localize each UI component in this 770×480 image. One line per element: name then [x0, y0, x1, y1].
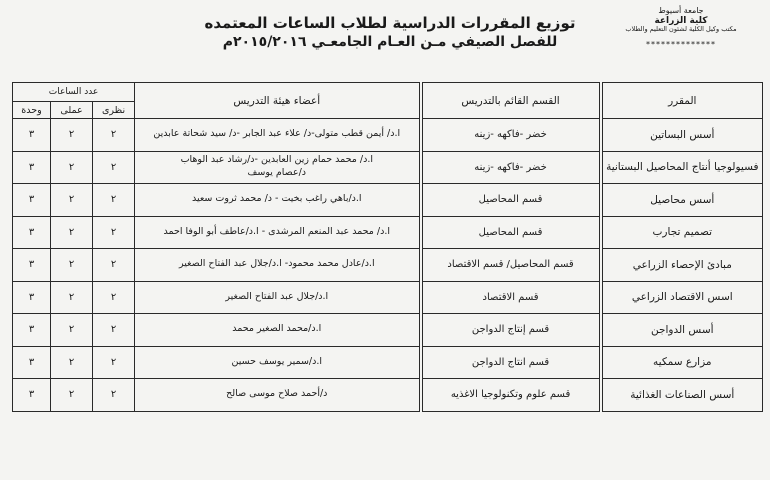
header-practical: عملى — [51, 102, 93, 119]
header-course: المقرر — [601, 83, 763, 119]
cell-theory: ٢ — [93, 281, 135, 314]
cell-practical: ٢ — [51, 379, 93, 412]
cell-course: تصميم تجارب — [601, 216, 763, 249]
cell-department: قسم الاقتصاد — [421, 281, 601, 314]
course-table-wrapper — [12, 82, 762, 412]
cell-practical: ٢ — [51, 346, 93, 379]
cell-course: اسس الاقتصاد الزراعي — [601, 281, 763, 314]
table-row — [13, 151, 763, 184]
cell-department: خضر -فاكهه -زينه — [421, 119, 601, 152]
cell-units: ٣ — [13, 184, 51, 217]
table-row — [13, 216, 763, 249]
document-title — [180, 14, 600, 51]
cell-faculty: ا.د/عادل محمد محمود- ا.د/جلال عبد الفتاح الصغير — [135, 249, 421, 282]
course-table — [12, 82, 763, 412]
cell-units: ٣ — [13, 346, 51, 379]
cell-theory: ٢ — [93, 379, 135, 412]
cell-department: قسم المحاصيل — [421, 216, 601, 249]
cell-practical: ٢ — [51, 281, 93, 314]
cell-theory: ٢ — [93, 346, 135, 379]
cell-practical: ٢ — [51, 119, 93, 152]
cell-department: قسم المحاصيل — [421, 184, 601, 217]
cell-theory: ٢ — [93, 249, 135, 282]
cell-units: ٣ — [13, 119, 51, 152]
header-units: وحدة — [13, 102, 51, 119]
title-line-1: توزيع المقررات الدراسية لطلاب الساعات المعتمده — [204, 14, 576, 32]
cell-units: ٣ — [13, 281, 51, 314]
cell-course: مزارع سمكيه — [601, 346, 763, 379]
cell-course: فسيولوجيا أنتاج المحاصيل البستانية — [601, 151, 763, 184]
cell-course: مبادئ الإحصاء الزراعي — [601, 249, 763, 282]
header-faculty: أعضاء هيئة التدريس — [135, 83, 421, 119]
header-theory: نظرى — [93, 102, 135, 119]
cell-department: خضر -فاكهه -زينه — [421, 151, 601, 184]
table-row — [13, 314, 763, 347]
cell-faculty: ا.د/جلال عبد الفتاح الصغير — [135, 281, 421, 314]
cell-department: قسم علوم وتكنولوجيا الاغذيه — [421, 379, 601, 412]
cell-faculty: ا.د/ أيمن قطب متولى-د/ علاء عبد الجابر -د/ سيد شحاتة عابدين — [135, 119, 421, 152]
table-row — [13, 184, 763, 217]
stars-divider: ************** — [646, 40, 716, 50]
cell-units: ٣ — [13, 151, 51, 184]
table-row — [13, 379, 763, 412]
cell-units: ٣ — [13, 216, 51, 249]
header-hours-group: عدد الساعات — [13, 83, 135, 102]
cell-theory: ٢ — [93, 216, 135, 249]
cell-course: أسس الصناعات الغذائية — [601, 379, 763, 412]
cell-theory: ٢ — [93, 119, 135, 152]
cell-faculty: ا.د/ محمد عبد المنعم المرشدى - ا.د/عاطف أبو الوفا احمد — [135, 216, 421, 249]
cell-theory: ٢ — [93, 151, 135, 184]
university-name: جامعة أسيوط — [658, 6, 704, 15]
cell-course: أسس محاصيل — [601, 184, 763, 217]
cell-faculty: د/أحمد صلاح موسى صالح — [135, 379, 421, 412]
cell-department: قسم انتاج الدواجن — [421, 346, 601, 379]
table-row — [13, 346, 763, 379]
cell-department: قسم إنتاج الدواجن — [421, 314, 601, 347]
cell-practical: ٢ — [51, 184, 93, 217]
table-row — [13, 281, 763, 314]
faculty-name: كلية الزراعة — [654, 15, 708, 26]
cell-practical: ٢ — [51, 249, 93, 282]
cell-units: ٣ — [13, 314, 51, 347]
cell-faculty: ا.د/سمير يوسف حسين — [135, 346, 421, 379]
cell-practical: ٢ — [51, 216, 93, 249]
cell-units: ٣ — [13, 379, 51, 412]
cell-course: أسس البساتين — [601, 119, 763, 152]
title-line-2: للفصل الصيفي مـن العـام الجامعـي ٢٠١٥/٢٠١٦م — [222, 33, 558, 50]
cell-theory: ٢ — [93, 314, 135, 347]
cell-department: قسم المحاصيل/ قسم الاقتصاد — [421, 249, 601, 282]
cell-course: أسس الدواجن — [601, 314, 763, 347]
table-row — [13, 249, 763, 282]
cell-faculty: ا.د/ محمد حمام زين العابدين -د/رشاد عبد الوهاب د/عصام يوسف — [135, 151, 421, 184]
header-department: القسم القائم بالتدريس — [421, 83, 601, 119]
cell-faculty: ا.د/محمد الصغير محمد — [135, 314, 421, 347]
cell-practical: ٢ — [51, 151, 93, 184]
course-table-body — [13, 119, 763, 412]
cell-theory: ٢ — [93, 184, 135, 217]
cell-faculty: ا.د/باهي راغب بخيت - د/ محمد ثروت سعيد — [135, 184, 421, 217]
cell-units: ٣ — [13, 249, 51, 282]
cell-practical: ٢ — [51, 314, 93, 347]
table-row — [13, 119, 763, 152]
office-name: مكتب وكيل الكلية لشئون التعليم والطلاب — [625, 25, 737, 34]
institution-header — [606, 6, 756, 50]
